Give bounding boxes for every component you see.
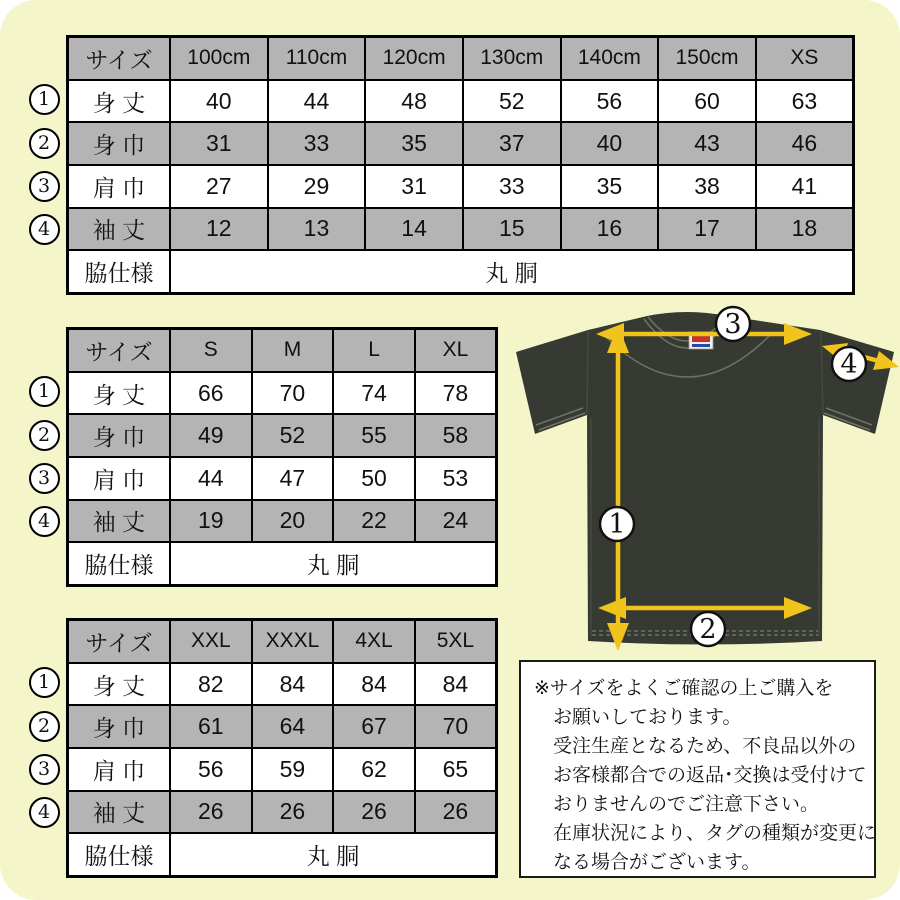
marker-1-digit: 1 [608,509,626,540]
size-value: 50 [333,457,415,500]
size-value: 35 [365,122,463,165]
row-marker-3: 3 [29,171,60,202]
row-marker-2: 2 [29,128,60,159]
size-value: 46 [756,122,854,165]
size-value: 41 [756,165,854,208]
row-marker-2: 2 [29,711,60,742]
size-value: 13 [268,208,366,251]
column-header: L [333,329,415,372]
size-table-slot [66,327,498,587]
note-line: なる場合がございます。 [553,852,761,873]
size-value: 16 [561,208,659,251]
size-value: 29 [268,165,366,208]
column-header: XS [756,37,854,80]
size-value: 56 [561,80,659,123]
size-value: 33 [463,165,561,208]
size-value: 22 [333,500,415,543]
size-value: 78 [415,372,497,415]
size-value: 47 [252,457,334,500]
size-value: 17 [658,208,756,251]
size-value: 53 [415,457,497,500]
size-value: 70 [415,705,497,748]
size-value: 60 [658,80,756,123]
row-marker-4: 4 [29,214,60,245]
column-header: 5XL [415,620,497,663]
size-value: 84 [252,663,334,706]
side-spec-label: 脇仕様 [68,542,171,585]
size-value: 35 [561,165,659,208]
size-value: 24 [415,500,497,543]
note-line: ※サイズをよくご確認の上ご購入を [534,678,834,699]
size-table-slot [66,618,498,878]
row-label: 身 巾 [68,414,171,457]
marker-3-digit: 3 [724,309,742,340]
size-table-slot [66,35,855,295]
size-value: 52 [463,80,561,123]
column-header: M [252,329,334,372]
column-header: 4XL [333,620,415,663]
row-label: 肩 巾 [68,457,171,500]
size-value: 19 [170,500,252,543]
size-value: 59 [252,748,334,791]
column-header: 110cm [268,37,366,80]
size-value: 12 [170,208,268,251]
size-header-label: サイズ [68,620,171,663]
row-label: 袖 丈 [68,208,171,251]
size-value: 40 [170,80,268,123]
size-value: 40 [561,122,659,165]
purchase-note-box [519,660,876,878]
row-label: 身 丈 [68,663,171,706]
size-value: 27 [170,165,268,208]
size-header-label: サイズ [68,329,171,372]
row-marker-1: 1 [29,376,60,407]
size-value: 49 [170,414,252,457]
size-value: 43 [658,122,756,165]
note-line: お願いしております。 [553,707,742,728]
column-header: XXL [170,620,252,663]
side-spec-value: 丸 胴 [170,833,497,876]
size-value: 26 [170,791,252,834]
size-value: 38 [658,165,756,208]
row-marker-1: 1 [29,667,60,698]
row-label: 身 巾 [68,122,171,165]
size-table-block-xxl-5xl [22,618,498,878]
size-value: 20 [252,500,334,543]
column-header: 130cm [463,37,561,80]
column-header: 140cm [561,37,659,80]
size-header-label: サイズ [68,37,171,80]
row-marker-2: 2 [29,420,60,451]
size-value: 31 [365,165,463,208]
row-marker-gutter [22,35,66,295]
size-value: 67 [333,705,415,748]
row-marker-gutter [22,327,66,587]
size-value: 61 [170,705,252,748]
column-header: 150cm [658,37,756,80]
row-marker-4: 4 [29,506,60,537]
row-marker-3: 3 [29,754,60,785]
size-value: 65 [415,748,497,791]
size-value: 31 [170,122,268,165]
size-value: 44 [170,457,252,500]
row-marker-4: 4 [29,797,60,828]
column-header: 120cm [365,37,463,80]
row-label: 肩 巾 [68,165,171,208]
size-value: 37 [463,122,561,165]
column-header: S [170,329,252,372]
row-marker-gutter [22,618,66,878]
size-value: 26 [252,791,334,834]
marker-2-digit: 2 [699,614,717,645]
row-marker-1: 1 [29,84,60,115]
tshirt-diagram [500,303,900,655]
note-line: おりませんのでご注意下さい。 [553,794,820,815]
size-value: 58 [415,414,497,457]
size-value: 70 [252,372,334,415]
size-table-xxl-5xl [66,618,498,878]
row-label: 袖 丈 [68,500,171,543]
size-value: 62 [333,748,415,791]
size-value: 48 [365,80,463,123]
size-table-block-kids [22,35,855,295]
note-line: 受注生産となるため、不良品以外の [553,736,857,757]
size-table-s-xl [66,327,498,587]
side-spec-value: 丸 胴 [170,250,854,293]
column-header: 100cm [170,37,268,80]
column-header: XL [415,329,497,372]
row-label: 袖 丈 [68,791,171,834]
size-value: 74 [333,372,415,415]
marker-4-digit: 4 [840,349,858,380]
size-value: 26 [333,791,415,834]
side-spec-value: 丸 胴 [170,542,497,585]
size-value: 64 [252,705,334,748]
size-value: 66 [170,372,252,415]
column-header: XXXL [252,620,334,663]
size-table-block-s-xl [22,327,498,587]
size-value: 56 [170,748,252,791]
size-value: 15 [463,208,561,251]
row-label: 肩 巾 [68,748,171,791]
side-spec-label: 脇仕様 [68,833,171,876]
row-label: 身 丈 [68,80,171,123]
note-line: お客様都合での返品･交換は受付けて [553,765,867,786]
size-value: 52 [252,414,334,457]
size-value: 84 [415,663,497,706]
row-label: 身 巾 [68,705,171,748]
size-value: 44 [268,80,366,123]
size-value: 26 [415,791,497,834]
size-table-kids-100-xs [66,35,855,295]
size-value: 63 [756,80,854,123]
size-value: 18 [756,208,854,251]
size-value: 55 [333,414,415,457]
size-value: 82 [170,663,252,706]
row-label: 身 丈 [68,372,171,415]
row-marker-3: 3 [29,463,60,494]
note-line: 在庫状況により、タグの種類が変更に [553,823,877,844]
side-spec-label: 脇仕様 [68,250,171,293]
size-value: 14 [365,208,463,251]
size-value: 33 [268,122,366,165]
size-value: 84 [333,663,415,706]
